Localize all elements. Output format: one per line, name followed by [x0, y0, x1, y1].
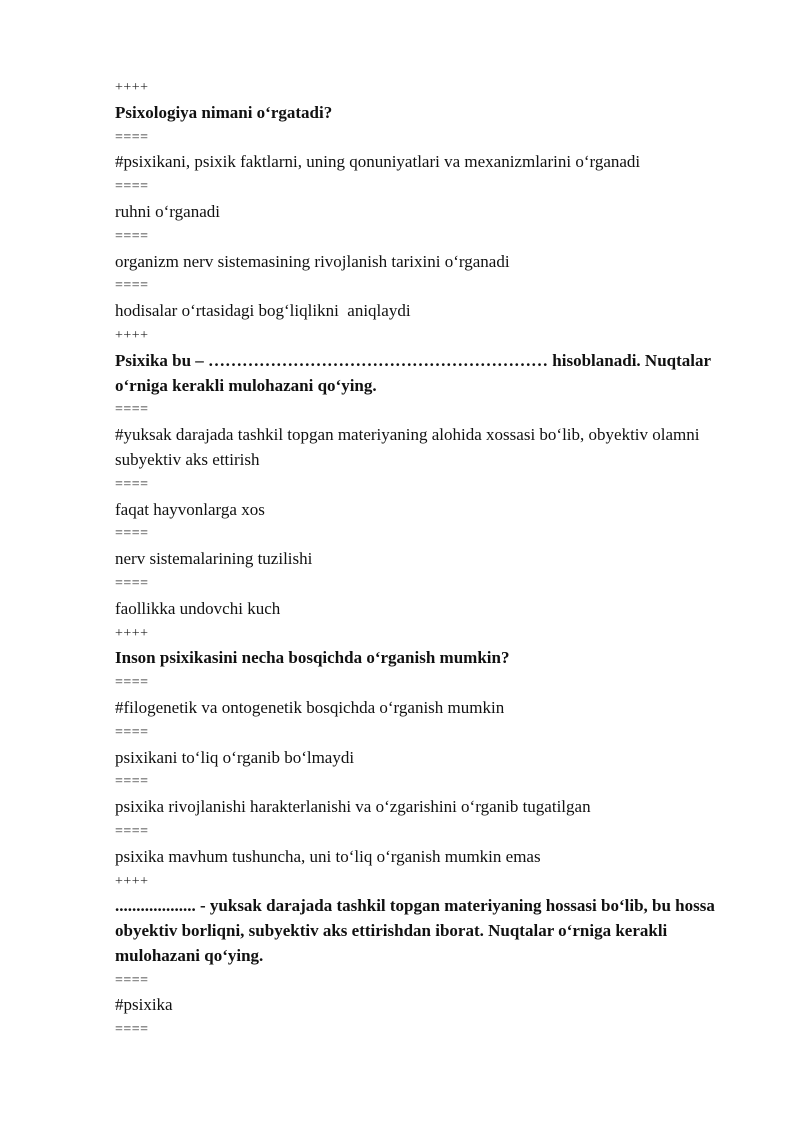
- answer-option: faqat hayvonlarga xos: [115, 499, 265, 519]
- question-block: [115, 622, 740, 870]
- answer-option: #psixika: [115, 995, 173, 1015]
- question-block: [115, 870, 740, 1044]
- answer-option: faollikka undovchi kuch: [115, 598, 281, 618]
- question-separator: ++++: [115, 625, 149, 641]
- option-separator: ====: [115, 179, 149, 195]
- answer-option: psixikani to‘liq o‘rganib bo‘lmaydi: [115, 747, 355, 767]
- question-text: ................... - yuksak darajada tashkil topgan materiyaning hossasi bo‘lib, bu hossa obyektiv borliqni, subyektiv aks ettirishdan iborat. Nuqtalar o‘rniga kerakli mulohazani qo‘ying.: [115, 896, 720, 965]
- answer-option: #psixikani, psixik faktlarni, uning qonuniyatlari va mexanizmlarini o‘rganadi: [115, 152, 641, 172]
- option-separator: ====: [115, 526, 149, 542]
- option-separator: ====: [115, 228, 149, 244]
- question-text: Psixika bu – …………………………………………………… hisoblanadi. Nuqtalar o‘rniga kerakli mulohazani qo‘ying.: [115, 350, 715, 395]
- answer-option: ruhni o‘rganadi: [115, 201, 220, 221]
- option-separator: ====: [115, 402, 149, 418]
- answer-option: nerv sistemalarining tuzilishi: [115, 549, 313, 569]
- question-separator: ++++: [115, 327, 149, 343]
- answer-option: psixika mavhum tushuncha, uni to‘liq o‘rganish mumkin emas: [115, 846, 541, 866]
- option-separator: ====: [115, 774, 149, 790]
- question-separator: ++++: [115, 80, 149, 95]
- answer-option: organizm nerv sistemasining rivojlanish tarixini o‘rganadi: [115, 251, 510, 271]
- answer-option: #filogenetik va ontogenetik bosqichda o‘rganish mumkin: [115, 697, 505, 717]
- question-separator: ++++: [115, 873, 149, 889]
- answer-option: psixika rivojlanishi harakterlanishi va o‘zgarishini o‘rganib tugatilgan: [115, 797, 591, 817]
- answer-option: hodisalar o‘rtasidagi bog‘liqlikni aniqlaydi: [115, 301, 411, 321]
- option-separator: ====: [115, 972, 149, 988]
- option-separator: ====: [115, 675, 149, 691]
- question-text: Psixologiya nimani o‘rgatadi?: [115, 102, 333, 122]
- option-separator: ====: [115, 278, 149, 294]
- option-separator: ====: [115, 476, 149, 492]
- question-text: Inson psixikasini necha bosqichda o‘rganish mumkin?: [115, 648, 510, 668]
- option-separator: ====: [115, 823, 149, 839]
- option-separator: ====: [115, 129, 149, 145]
- question-block: [115, 76, 740, 324]
- option-separator: ====: [115, 575, 149, 591]
- question-block: [115, 324, 740, 622]
- option-separator: ====: [115, 724, 149, 740]
- answer-option: #yuksak darajada tashkil topgan materiyaning alohida xossasi bo‘lib, obyektiv olamni subyektiv aks ettirish: [115, 425, 704, 469]
- option-separator: ====: [115, 1022, 149, 1038]
